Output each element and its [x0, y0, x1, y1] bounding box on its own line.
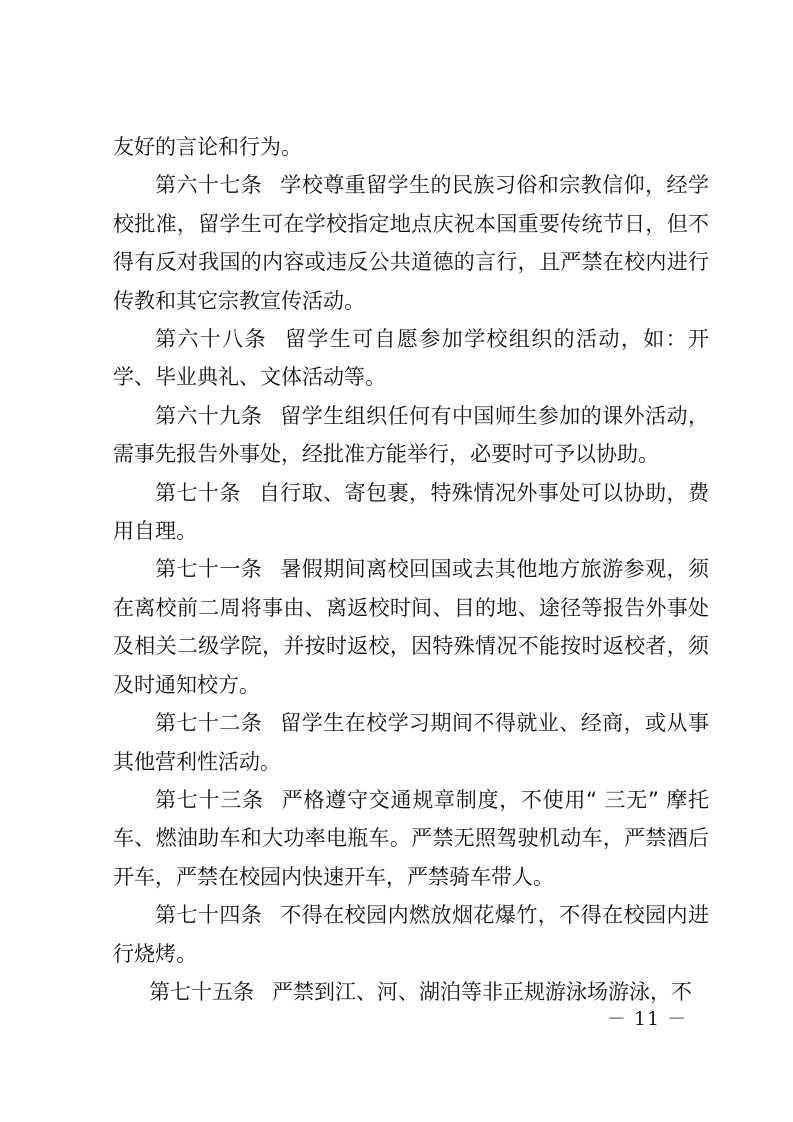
body-text: [113, 128, 709, 1011]
article-text: 留学生在校学习期间不得就业、经商，或从事其他营利性活动。: [113, 711, 710, 774]
article-text: 暑假期间离校回国或去其他地方旅游参观，须在离校前二周将事由、离返校时间、目的地、途径等报告外事处及相关二级学院，并按时返校，因特殊情况不能按时返校者，须及时通知校方。: [113, 557, 710, 697]
article-number: 第七十三条: [155, 787, 264, 812]
article-text: 自行取、寄包裹，特殊情况外事处可以协助，费用自理。: [113, 480, 710, 544]
article-74: [113, 896, 709, 973]
article-number: 第六十九条: [155, 403, 263, 428]
article-73: [113, 781, 709, 896]
article-70: [113, 474, 709, 551]
paragraph-continuation: [113, 128, 709, 166]
article-text: 不得在校园内燃放烟花爆竹，不得在校园内进行烧烤。: [113, 903, 710, 966]
article-text: 严格遵守交通规章制度，不使用“ 三无” 摩托车、燃油助车和大功率电瓶车。严禁无照驾驶机动车，严禁酒后开车，严禁在校园内快速开车，严禁骑车带人。: [113, 787, 710, 889]
article-text: 学校尊重留学生的民族习俗和宗教信仰，经学校批准，留学生可在学校指定地点庆祝本国重要传统节日，但不得有反对我国的内容或违反公共道德的言行，且严禁在校内进行传教和其它宗教宣传活动。: [113, 173, 710, 313]
article-text: 留学生可自愿参加学校组织的活动，如：开学、毕业典礼、文体活动等。: [113, 327, 710, 390]
article-number: 第七十条: [155, 480, 241, 505]
article-71: [113, 550, 709, 704]
article-number: 第七十五条: [149, 979, 254, 1004]
article-text: 留学生组织任何有中国师生参加的课外活动，需事先报告外事处，经批准方能举行，必要时可予以协助。: [113, 403, 710, 467]
paragraph-text: 友好的言论和行为。: [113, 135, 302, 159]
article-68: [113, 320, 709, 397]
page-number: － 11 －: [606, 1008, 688, 1030]
article-number: 第六十八条: [155, 327, 267, 352]
article-number: 第七十二条: [155, 711, 263, 736]
article-72: [113, 704, 709, 781]
article-67: [113, 166, 709, 320]
article-text: 严禁到江、河、湖泊等非正规游泳场游泳，不: [272, 979, 692, 1004]
article-number: 第七十四条: [155, 903, 263, 928]
article-69: [113, 397, 709, 474]
article-number: 第七十一条: [155, 557, 263, 582]
article-number: 第六十七条: [155, 173, 263, 198]
